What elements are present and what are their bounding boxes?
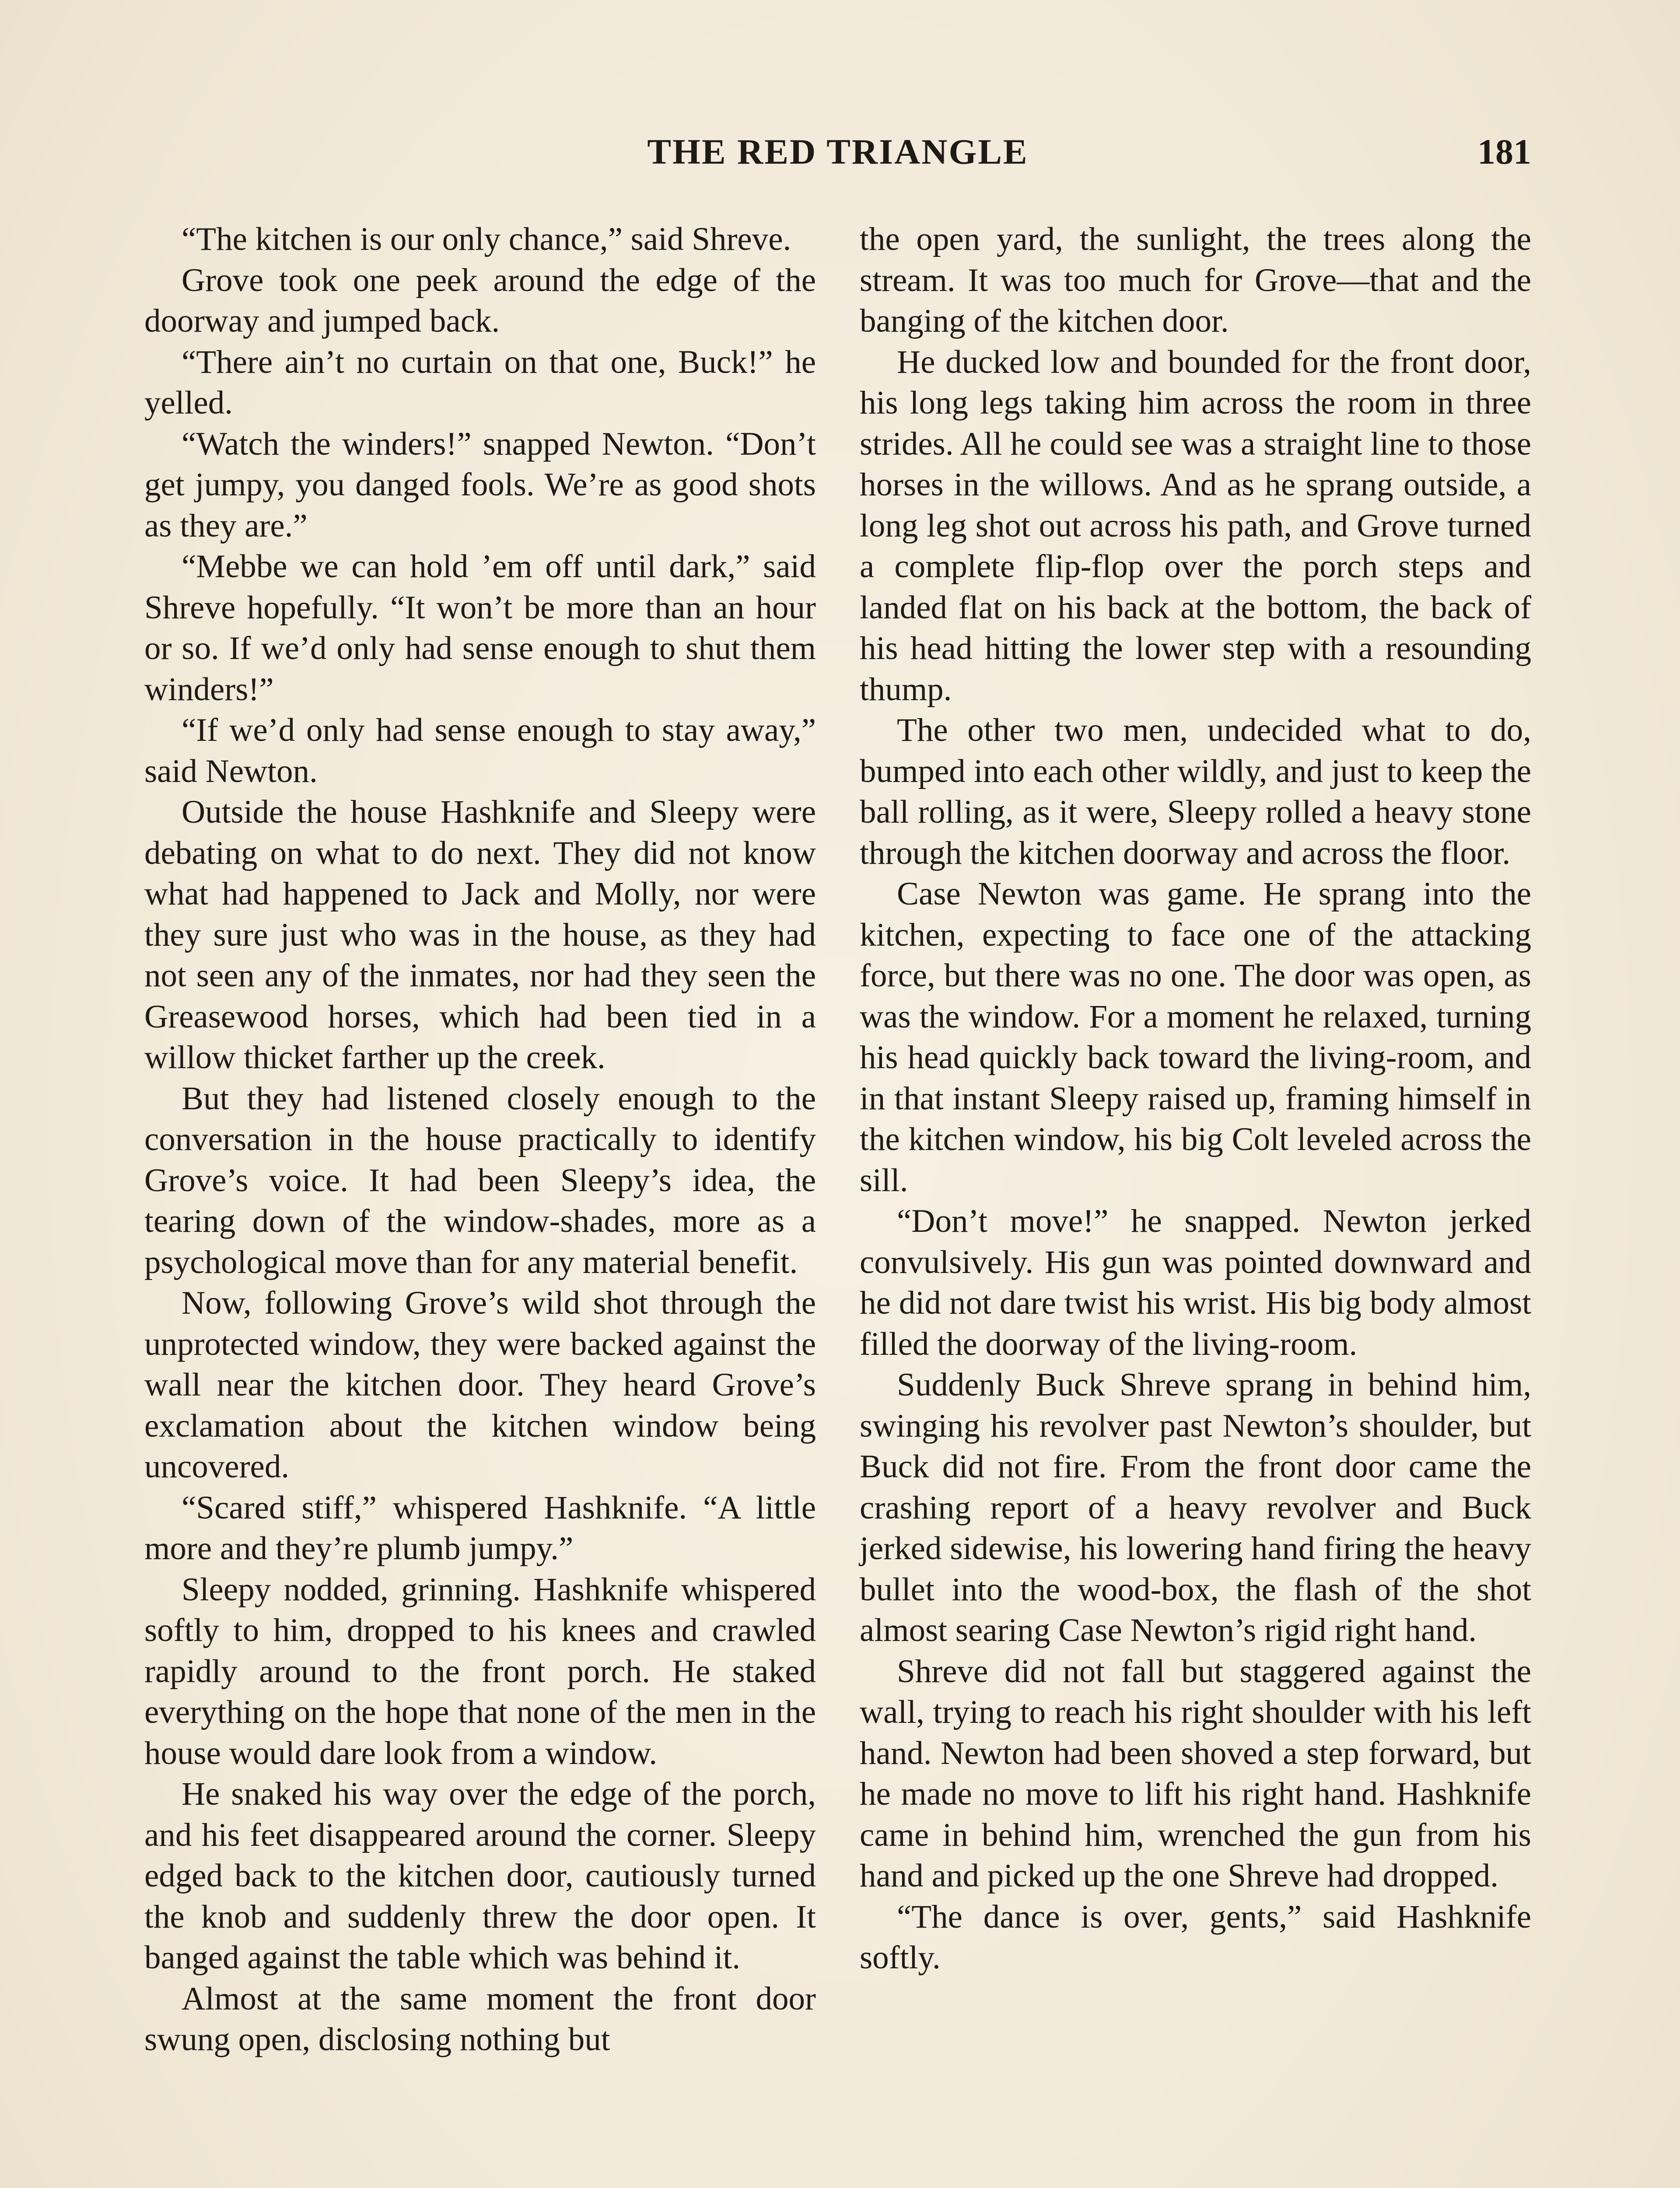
paragraph: But they had listened closely enough to the conversation in the house practically to identify Grove’s voice. It had been Sleepy’s idea, the tearing down of the window-shades, more as a psychological move than for any material benefit. [144, 1080, 816, 1280]
paragraph: “Scared stiff,” whispered Hashknife. “A little more and they’re plumb jumpy.” [144, 1489, 816, 1567]
paragraph: Outside the house Hashknife and Sleepy were debating on what to do next. They did not know what had happened to Jack and Molly, nor were they sure just who was in the house, as they had not seen any of the inmates, nor had they seen the Greasewood horses, which had been tied in a willow thicket farther up the creek. [144, 794, 816, 1076]
running-title: THE RED TRIANGLE [647, 132, 1029, 172]
paragraph: Suddenly Buck Shreve sprang in behind him, swinging his revolver past Newton’s shoulder, but Buck did not fire. From the front door came the crashing report of a heavy revolver and Buck jerked sidewise, his lowering hand firing the heavy bullet into the wood-box, the flash of the shot almost searing Case Newton’s rigid right hand. [860, 1367, 1531, 1648]
paragraph: “The kitchen is our only chance,” said Shreve. [182, 221, 791, 257]
paragraph: “The dance is over, gents,” said Hashknife softly. [860, 1898, 1531, 1976]
paragraph: Almost at the same moment the front door swung open, disclosing nothing but [144, 1980, 816, 2058]
paragraph: Grove took one peek around the edge of the doorway and jumped back. [144, 262, 816, 339]
paragraph: “Don’t move!” he snapped. Newton jerked convulsively. His gun was pointed downward and he did not dare twist his wrist. His big body almost filled the doorway of the living-room. [860, 1203, 1531, 1362]
left-column [144, 219, 816, 2060]
paragraph-continued: the open yard, the sunlight, the trees along the stream. It was too much for Grove—that and the banging of the kitchen door. [860, 221, 1531, 339]
paragraph: “There ain’t no curtain on that one, Buck!” he yelled. [144, 344, 816, 421]
page-number: 181 [1477, 132, 1531, 172]
paragraph: The other two men, undecided what to do, bumped into each other wildly, and just to keep the ball rolling, as it were, Sleepy rolled a heavy stone through the kitchen doorway and across the floor. [860, 712, 1531, 871]
right-column [860, 219, 1531, 1978]
paragraph: Case Newton was game. He sprang into the kitchen, expecting to face one of the attacking force, but there was no one. The door was open, as was the window. For a moment he relaxed, turning his head quickly back toward the living-room, and in that instant Sleepy raised up, framing himself in the kitchen window, his big Colt leveled across the sill. [860, 876, 1531, 1199]
paragraph: He snaked his way over the edge of the porch, and his feet disappeared around the corner. Sleepy edged back to the kitchen door, cautiously turned the knob and suddenly threw the door open. It banged against the table which was behind it. [144, 1776, 816, 1976]
paragraph: Shreve did not fall but staggered against the wall, trying to reach his right shoulder with his left hand. Newton had been shoved a step forward, but he made no move to lift his right hand. Hashknife came in behind him, wrenched the gun from his hand and picked up the one Shreve had dropped. [860, 1653, 1531, 1894]
page-header [144, 131, 1531, 179]
paragraph: “If we’d only had sense enough to stay away,” said Newton. [144, 712, 816, 789]
paragraph: “Watch the winders!” snapped Newton. “Don’t get jumpy, you danged fools. We’re as good shots as they are.” [144, 425, 816, 544]
paragraph: “Mebbe we can hold ’em off until dark,” said Shreve hopefully. “It won’t be more than an hour or so. If we’d only had sense enough to shut them winders!” [144, 548, 816, 708]
paragraph: Sleepy nodded, grinning. Hashknife whispered softly to him, dropped to his knees and crawled rapidly around to the front porch. He staked everything on the hope that none of the men in the house would dare look from a window. [144, 1571, 816, 1771]
paragraph: He ducked low and bounded for the front door, his long legs taking him across the room in three strides. All he could see was a straight line to those horses in the willows. And as he sprang outside, a long leg shot out across his path, and Grove turned a complete flip-flop over the porch steps and landed flat on his back at the bottom, the back of his head hitting the lower step with a resounding thump. [860, 344, 1531, 708]
paragraph: Now, following Grove’s wild shot through the unprotected window, they were backed against the wall near the kitchen door. They heard Grove’s exclamation about the kitchen window being uncovered. [144, 1285, 816, 1485]
